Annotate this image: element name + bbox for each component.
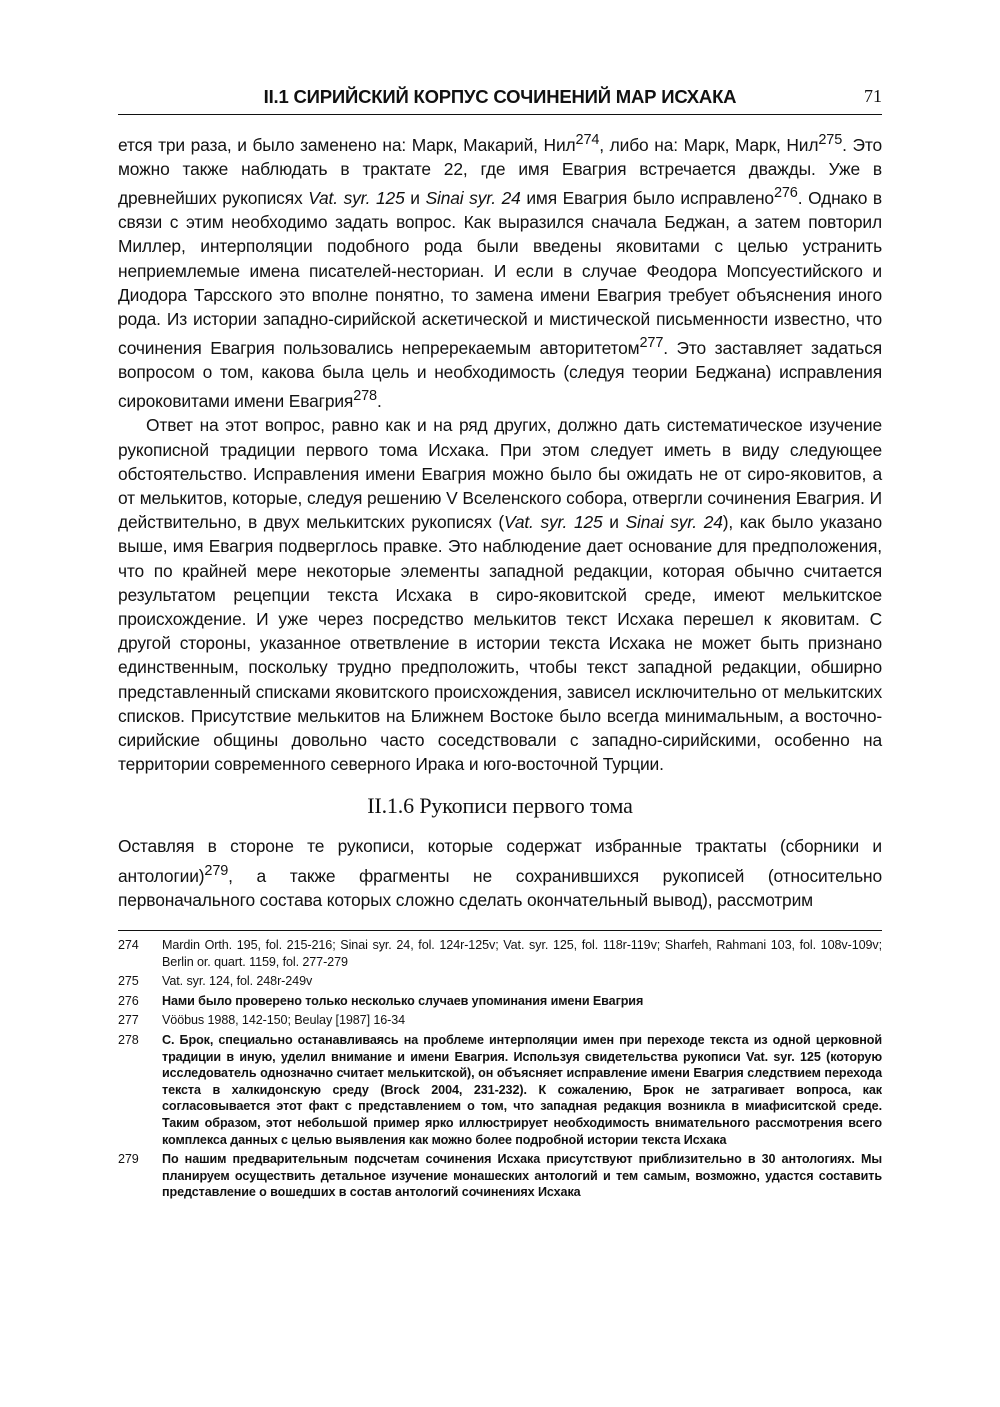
footnote-ref-275: 275: [818, 132, 843, 148]
footnote-number: 277: [118, 1013, 139, 1028]
paragraph-1: ется три раза, и было заменено на: Марк, Макарий, Нил$^{274}$, либо на: Марк, Марк, Нил$^{275}$. Это можно также наблюдать в трактате 22, где имя Евагрия встречается дважды. Уже в древнейших рукописях Vat. syr. 125 и Sinai syr. 24 имя Евагрия было исправлено$^{276}$. Однако в связи с этим необходимо задать вопрос. Как выразился сначала Беджан, а затем повторил Миллер, интерполяции подобного рода были введены яковитами с целью устранить неприемлемые имена писателей-несториан. И если в случае Феодора Мопсуестийского и Диодора Тарсского это вполне понятно, то замена имени Евагрия требует объяснения иного рода. Из истории западно-сирийской аскетической и мистической письменности известно, что сочинения Евагрия пользовались непререкаемым авторитетом$^{277}$. Это заставляет задаться вопросом о том, какова была цель и необходимость (следуя теории Беджана) исправления сироковитами имени Евагрия$^{278}$.: [118, 132, 883, 412]
running-title: II.1 СИРИЙСКИЙ КОРПУС СОЧИНЕНИЙ МАР ИСХАКА: [263, 86, 737, 107]
footnote: [118, 937, 882, 970]
footnote-ref-277: 277: [639, 335, 664, 352]
footnote-number: 279: [118, 1152, 139, 1167]
footnote-ref-279: 279: [204, 862, 229, 879]
footnote-text: По нашим предварительным подсчетам сочинения Исхака присутствуют приблизительно в 30 антологиях. Мы планируем осуществить детальное изучение монашеских антологий и тем самым, возможно, удастся составить представление о вошедших в состав антологий сочинениях Исхака: [162, 1152, 882, 1200]
manuscript-siglum: Sinai syr. 24: [425, 188, 521, 208]
footnote-number: 275: [118, 974, 139, 989]
footnote-number: 276: [118, 993, 139, 1008]
footnote-number: 274: [118, 938, 139, 952]
footnote-text: Нами было проверено только несколько случаев упоминания имени Евагрия: [162, 993, 644, 1008]
header-rule: [118, 114, 882, 115]
manuscript-siglum: Sinai syr. 24: [625, 512, 723, 533]
paragraph-3: Оставляя в стороне те рукописи, которые содержат избранные трактаты (сборники и антологии)$^{279}$, а также фрагменты не сохранившихся рукописей (относительно первоначального состава которых сложно сделать окончательный вывод), рассмотрим: [118, 836, 882, 910]
footnote: [118, 1151, 882, 1201]
paragraph-2: Ответ на этот вопрос, равно как и на ряд других, должно дать систематическое изучение рукописной традиции первого тома Исхака. При этом следует иметь в виду следующее обстоятельство. Исправления имени Евагрия можно было бы ожидать не от сиро-яковитов, а от мелькитов, которые, следуя решению V Вселенского собора, отвергли сочинения Евагрия. И действительно, в двух мелькитских рукописях (Vat. syr. 125 и Sinai syr. 24), как было указано выше, имя Евагрия подверглось правке. Это наблюдение дает основание для предположения, что по крайней мере некоторые элементы западной редакции, которая обычно считается результатом рецепции текста Исхака в сиро-яковитской среде, имеют мелькитское происхождение. И уже через посредство мелькитов текст Исхака перешел к яковитам. С другой стороны, указанное ответвление в истории текста Исхака не может быть признано единственным, поскольку трудно предположить, чтобы текст западной редакции, обширно представленный списками яковитского происхождения, зависел исключительно от мелькитских списков. Присутствие мелькитов на Ближнем Востоке было всегда минимальным, а восточно-сирийские общины довольно часто соседствовали с западно-сирийскими, особенно на территории современного северного Ирака и юго-восточной Турции.: [118, 415, 882, 775]
footnote-ref-274: 274: [575, 132, 600, 148]
footnotes: [118, 937, 882, 1204]
footnote-text: Vööbus 1988, 142-150; Beulay [1987] 16-34: [162, 1013, 406, 1028]
footnote-number: 278: [118, 1032, 139, 1047]
footnote: [118, 1012, 882, 1029]
page-header: [118, 86, 882, 114]
footnote-text: Mardin Orth. 195, fol. 215-216; Sinai syr. 24, fol. 124r-125v; Vat. syr. 125, fol. 118r-119v; Sharfeh, Rahmani 103, fol. 108v-109v; Berlin or. quart. 1159, fol. 277-279: [162, 938, 882, 969]
footnote: [118, 993, 882, 1010]
footnote: [118, 1032, 882, 1148]
footnote-rule: [118, 930, 882, 931]
manuscript-siglum: Vat. syr. 125: [504, 512, 603, 533]
main-text: [118, 128, 882, 912]
footnote-ref-276: 276: [773, 185, 798, 202]
section-heading: II.1.6 Рукописи первого тома: [367, 793, 633, 819]
footnote: [118, 973, 882, 990]
footnote-ref-278: 278: [353, 388, 377, 405]
footnote-text: С. Брок, специально останавливаясь на проблеме интерполяции имен при переходе текста из одной церковной традиции в иную, уделил внимание и имени Евагрия. Используя свидетельства рукописи Vat. syr. 125 (которую исследователь однозначно считает мелькитской), он объясняет исправление имени Евагрия следствием перехода текста в халкидонскую среду (Brock 2004, 231-232). К сожалению, Брок не затрагивает вопроса, как согласовывается этот факт с представлением о том, что западная редакция возникла в миафиситской среде. Таким образом, этот небольшой пример ярко иллюстрирует необходимость внимательного рассмотрения всего комплекса данных с целью выявления как можно более подробной истории текста Исхака: [162, 1032, 882, 1147]
page-number: 71: [864, 86, 882, 106]
manuscript-siglum: Vat. syr. 125: [308, 188, 405, 208]
footnote-text: Vat. syr. 124, fol. 248r-249v: [162, 974, 313, 989]
